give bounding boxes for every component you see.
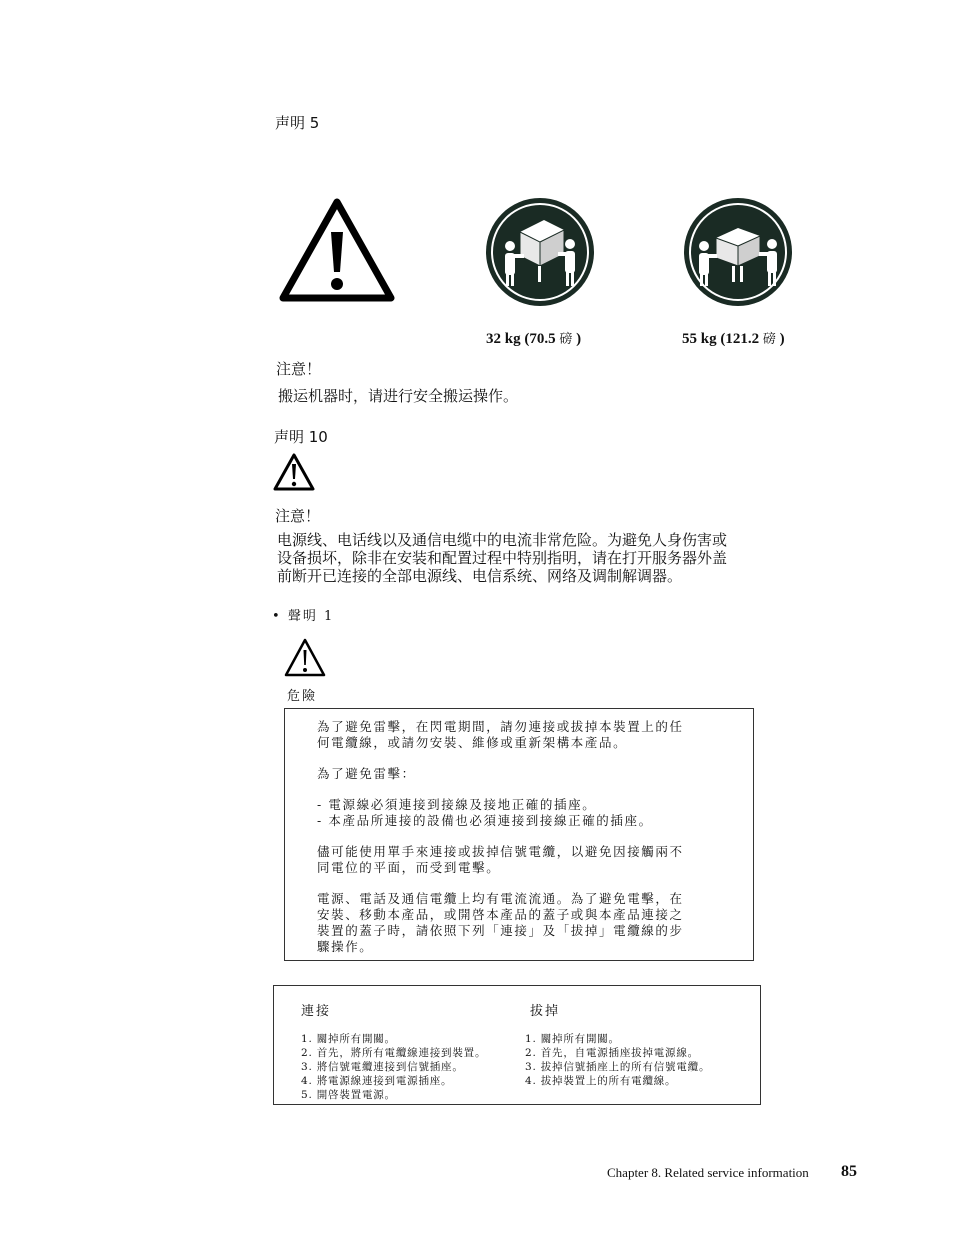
notice-line: 同電位的平面，而受到電擊。 bbox=[317, 860, 501, 875]
disconnect-steps bbox=[525, 1032, 710, 1088]
list-item: 2. 首先，將所有電纜線連接到裝置。 bbox=[301, 1047, 487, 1059]
two-person-lift-icon bbox=[484, 196, 596, 308]
notice-bullet: - 電源線必須連接到接線及接地正確的插座。 bbox=[317, 797, 597, 812]
statement-5-caution: 注意！ bbox=[276, 360, 322, 378]
list-item: 4. 將電源線連接到電源插座。 bbox=[301, 1075, 453, 1087]
statement-1-heading bbox=[272, 605, 334, 624]
list-item: 3. 將信號電纜連接到信號插座。 bbox=[301, 1061, 464, 1073]
statement-10-caution: 注意！ bbox=[275, 507, 321, 525]
notice-paragraph bbox=[317, 891, 684, 955]
weight-close: ) bbox=[779, 331, 785, 347]
notice-line: 驟操作。 bbox=[317, 939, 374, 954]
connect-heading: 連接 bbox=[301, 1004, 332, 1019]
warning-triangle-icon bbox=[272, 452, 316, 492]
notice-paragraph bbox=[317, 844, 684, 876]
statement-10-line: 设备损坏，除非在安装和配置过程中特别指明，请在打开服务器外盖 bbox=[277, 549, 728, 567]
notice-line: 為了避免雷擊： bbox=[317, 766, 416, 781]
statement-10-line: 前断开已连接的全部电源线、电信系统、网络及调制解调器。 bbox=[277, 567, 683, 585]
statement-5-text: 搬运机器时，请进行安全搬运操作。 bbox=[278, 387, 519, 405]
statement-10-line: 电源线、电话线以及通信电缆中的电流非常危险。为避免人身伤害或 bbox=[277, 531, 728, 549]
weight-label-32kg bbox=[486, 328, 581, 348]
weight-unit: 磅 bbox=[762, 332, 776, 347]
list-item: 3. 拔掉信號插座上的所有信號電纜。 bbox=[525, 1061, 711, 1073]
weight-value: 32 kg (70.5 bbox=[486, 331, 556, 347]
list-item: 2. 首先，自電源插座拔掉電源線。 bbox=[525, 1047, 699, 1059]
list-item: 1. 關掉所有開關。 bbox=[525, 1033, 620, 1045]
warning-triangle-icon bbox=[279, 198, 395, 302]
notice-paragraph bbox=[317, 719, 684, 751]
connect-disconnect-box bbox=[273, 985, 761, 1105]
weight-unit: 磅 bbox=[559, 332, 573, 347]
list-item: 1. 關掉所有開關。 bbox=[301, 1033, 396, 1045]
disconnect-heading: 拔掉 bbox=[530, 1004, 561, 1019]
three-person-lift-icon bbox=[682, 196, 794, 308]
weight-value: 55 kg (121.2 bbox=[682, 331, 760, 347]
notice-line: 裝置的蓋子時，請依照下列「連接」及「拔掉」電纜線的步 bbox=[317, 923, 684, 938]
list-item: 5. 開啓裝置電源。 bbox=[301, 1089, 396, 1101]
notice-line: 何電纜線，或請勿安裝、維修或重新架構本產品。 bbox=[317, 735, 628, 750]
statement-10-text bbox=[277, 531, 727, 585]
footer-chapter: Chapter 8. Related service information bbox=[607, 1165, 809, 1180]
statement-10-title: 声明 10 bbox=[274, 428, 328, 446]
warning-triangle-icon bbox=[283, 637, 327, 679]
weight-close: ) bbox=[576, 331, 582, 347]
statement-5-title: 声明 5 bbox=[275, 114, 320, 132]
notice-line: 為了避免雷擊，在閃電期間，請勿連接或拔掉本裝置上的任 bbox=[317, 719, 684, 734]
danger-label: 危險 bbox=[287, 689, 318, 704]
notice-bullets bbox=[317, 797, 653, 829]
notice-bullet: - 本產品所連接的設備也必須連接到接線正確的插座。 bbox=[317, 813, 653, 828]
statement-1-title: 聲明 1 bbox=[287, 609, 335, 624]
notice-line: 安裝、移動本產品，或開啓本產品的蓋子或與本產品連接之 bbox=[317, 907, 684, 922]
list-item: 4. 拔掉裝置上的所有電纜線。 bbox=[525, 1075, 677, 1087]
bullet: • bbox=[272, 609, 282, 624]
weight-label-55kg bbox=[682, 328, 785, 348]
notice-line: 儘可能使用單手來連接或拔掉信號電纜，以避免因接觸兩不 bbox=[317, 844, 684, 859]
page-number: 85 bbox=[841, 1163, 857, 1180]
danger-notice-box bbox=[284, 708, 754, 961]
connect-steps bbox=[301, 1032, 486, 1102]
notice-line: 電源、電話及通信電纜上均有電流流通。為了避免電擊，在 bbox=[317, 891, 684, 906]
